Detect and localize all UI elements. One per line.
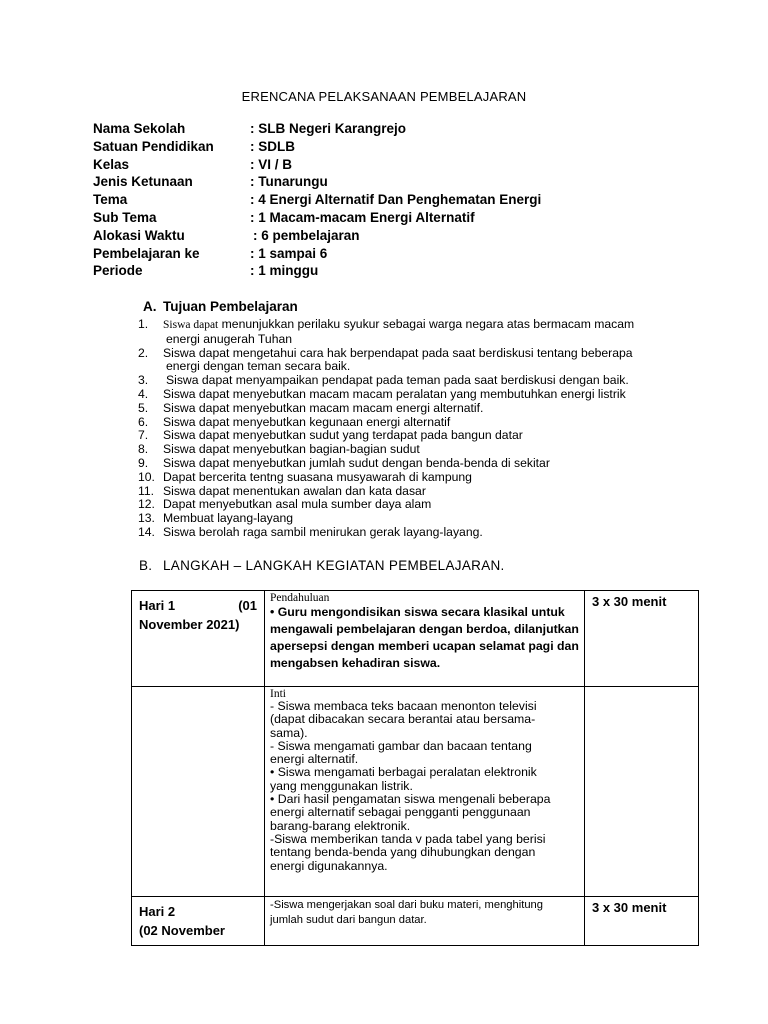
item-number: 9. [138, 455, 149, 470]
activity-line: - Siswa membaca teks bacaan menonton televisi [270, 699, 537, 713]
identity-value: : SLB Negeri Karangrejo [250, 121, 407, 136]
item-number: 7. [138, 428, 149, 443]
identity-row [93, 210, 693, 228]
section-b-title: LANGKAH – LANGKAH KEGIATAN PEMBELAJARAN. [163, 558, 505, 573]
table-row [132, 897, 699, 946]
activity-line: • Dari hasil pengamatan siswa mengenali beberapa [270, 792, 551, 807]
item-text-line: Siswa berolah raga sambil menirukan gerak layang-layang. [163, 524, 483, 539]
list-item [138, 402, 698, 416]
item-text-line: energi anugerah Tuhan [166, 331, 293, 346]
list-item [138, 471, 698, 485]
identity-row [93, 192, 693, 210]
list-item [138, 457, 698, 471]
identity-value: : 6 pembelajaran [253, 227, 360, 243]
identity-label: Pembelajaran ke [93, 245, 200, 261]
item-text-line: Siswa dapat menyebutkan sudut yang terdapat pada bangun datar [163, 428, 523, 443]
item-number: 1. [138, 317, 149, 331]
item-text-line: Dapat menyebutkan asal mula sumber daya alam [163, 497, 432, 512]
item-number: 11. [138, 483, 155, 498]
item-text-line: Siswa dapat menyebutkan macam macam peralatan yang membutuhkan energi listrik [163, 386, 626, 401]
item-number: 14. [138, 524, 155, 539]
day-date-end: November 2021) [139, 617, 240, 632]
list-item [138, 429, 698, 443]
section-a-title: Tujuan Pembelajaran [163, 299, 298, 314]
activity-heading: Inti [270, 688, 286, 700]
activity-text [270, 700, 579, 873]
identity-row [93, 174, 693, 192]
activity-line: sama). [270, 725, 308, 740]
day-date-start: (01 [238, 598, 257, 613]
activity-cell [265, 687, 585, 897]
duration-cell [585, 897, 699, 946]
activity-line: - Siswa mengamati gambar dan bacaan tentang [270, 738, 532, 753]
lesson-steps-table [131, 590, 699, 946]
identity-label: Periode [93, 263, 143, 279]
identity-label: Satuan Pendidikan [93, 138, 214, 154]
list-item [138, 512, 698, 526]
list-item [138, 374, 698, 388]
item-text-line: Siswa dapat menyampaikan pendapat pada teman pada saat berdiskusi dengan baik. [166, 373, 629, 388]
identity-row [93, 228, 693, 246]
item-text-line: Dapat bercerita tentng suasana musyawarah di kampung [163, 469, 472, 484]
identity-label: Sub Tema [93, 209, 157, 225]
day-date-start: (02 November [139, 923, 225, 938]
day-label: Hari 2 [139, 904, 176, 919]
activity-heading: Pendahuluan [270, 592, 330, 604]
section-b-letter: B. [139, 558, 153, 573]
item-text-line: Siswa dapat menyebutkan macam macam energi alternatif. [163, 400, 484, 415]
identity-row [93, 246, 693, 264]
identity-value: : 1 Macam-macam Energi Alternatif [250, 209, 475, 225]
identity-value: : 1 sampai 6 [250, 245, 328, 261]
day-cell [132, 687, 265, 897]
day-cell [132, 897, 265, 946]
section-b-heading [139, 558, 505, 573]
duration-text: 3 x 30 menit [592, 900, 667, 915]
identity-value: : 4 Energi Alternatif Dan Penghematan Energi [250, 192, 542, 208]
item-text-line: energi dengan teman secara baik. [166, 359, 351, 374]
list-item [138, 318, 698, 347]
activity-text: -Siswa mengerjakan soal dari buku materi, menghitung jumlah sudut dari bangun datar. [270, 899, 543, 926]
activity-line: energi digunakannya. [270, 858, 388, 873]
item-number: 10. [138, 469, 155, 484]
activity-line: yang menggunakan listrik. [270, 778, 413, 793]
item-number: 2. [138, 345, 149, 360]
section-a-heading [143, 299, 298, 314]
list-item [138, 347, 698, 375]
identity-value: : Tunarungu [250, 174, 328, 190]
duration-text: 3 x 30 menit [592, 594, 667, 609]
table-row [132, 687, 699, 897]
item-text-line: Siswa dapat mengetahui cara hak berpendapat pada saat berdiskusi tentang beberapa [163, 345, 633, 360]
item-number: 8. [138, 442, 149, 457]
document-title: ERENCANA PELAKSANAAN PEMBELAJARAN [241, 89, 527, 104]
table-row [132, 591, 699, 687]
identity-row [93, 121, 693, 139]
identity-value: : SDLB [250, 138, 295, 154]
list-item [138, 498, 698, 512]
identity-value: : 1 minggu [250, 263, 319, 279]
item-text-line: Siswa dapat menentukan awalan dan kata dasar [163, 483, 426, 498]
identity-row [93, 157, 693, 175]
list-item [138, 416, 698, 430]
identity-block [93, 121, 693, 281]
section-a-letter: A. [143, 299, 157, 314]
identity-label: Kelas [93, 156, 130, 172]
activity-cell [265, 591, 585, 687]
list-item [138, 485, 698, 499]
identity-label: Tema [93, 192, 128, 208]
activity-text: • Guru mengondisikan siswa secara klasikal untuk mengawali pembelajaran dengan berdoa, dilanjutkan apersepsi dengan memberi ucapan selamat pagi dan mengabsen kehadiran siswa. [270, 605, 579, 670]
item-number: 6. [138, 414, 149, 429]
item-lead: Siswa dapat [163, 319, 219, 331]
activity-line: tentang benda-benda yang dihubungkan dengan [270, 845, 536, 860]
item-number: 3. [138, 373, 149, 388]
list-item [138, 388, 698, 402]
duration-cell [585, 687, 699, 897]
identity-label: Nama Sekolah [93, 121, 186, 136]
activity-line: barang-barang elektronik. [270, 818, 411, 833]
identity-row [93, 139, 693, 157]
identity-label: Jenis Ketunaan [93, 174, 193, 190]
day-heading [139, 596, 257, 615]
item-number: 13. [138, 511, 155, 526]
activity-line: • Siswa mengamati berbagai peralatan elektronik [270, 765, 537, 780]
activity-cell [265, 897, 585, 946]
activity-line: energi alternatif. [270, 752, 359, 767]
day-label: Hari 1 [139, 598, 176, 613]
activity-line: -Siswa memberikan tanda v pada tabel yang berisi [270, 831, 546, 846]
day-cell [132, 591, 265, 687]
item-text-line: Membuat layang-layang [163, 511, 294, 526]
item-number: 12. [138, 497, 155, 512]
objectives-list [138, 318, 698, 540]
item-number: 5. [138, 400, 149, 415]
identity-value: : VI / B [250, 156, 293, 172]
item-text-line: menunjukkan perilaku syukur sebagai warga negara atas bermacam macam [218, 317, 635, 331]
activity-line: energi alternatif sebagai pengganti penggunaan [270, 805, 531, 820]
item-number: 4. [138, 386, 149, 401]
item-text [163, 318, 698, 333]
identity-label: Alokasi Waktu [93, 227, 185, 243]
list-item [138, 443, 698, 457]
duration-cell [585, 591, 699, 687]
activity-line: (dapat dibacakan secara berantai atau bersama- [270, 712, 536, 727]
list-item [138, 526, 698, 540]
item-text-line: Siswa dapat menyebutkan bagian-bagian sudut [163, 442, 420, 457]
identity-row [93, 263, 693, 281]
item-text-line: Siswa dapat menyebutkan kegunaan energi alternatif [163, 414, 451, 429]
item-text-line: Siswa dapat menyebutkan jumlah sudut dengan benda-benda di sekitar [163, 455, 550, 470]
